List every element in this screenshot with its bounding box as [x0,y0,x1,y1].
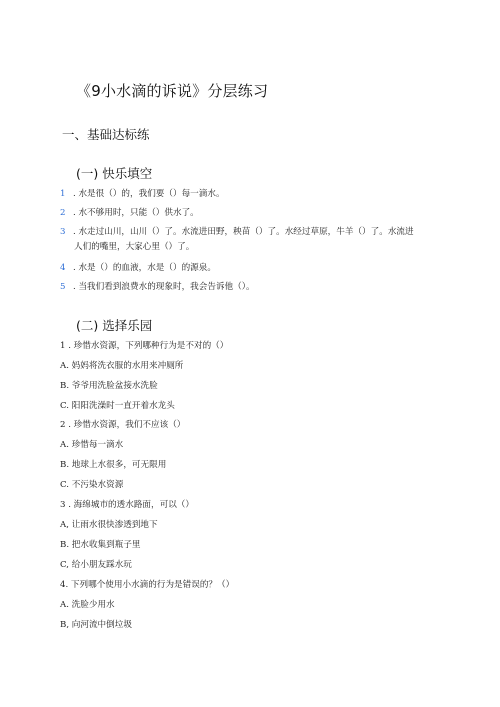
choice-line: B. 把水收集到瓶子里 [60,540,141,550]
fill-item-2 [60,207,450,220]
choice-line: A. 珍惜每一滴水 [60,440,124,450]
fill-item-3-continued: 人们的嘴里，大家心里（）了。 [74,242,195,252]
choice-line: B. 地球上水很多，可无限用 [60,460,167,470]
section-heading-basic: 一、基础达标练 [62,127,150,142]
choice-line: C. 不污染水资源 [60,480,124,490]
part-heading-choice: (二) 选择乐园 [76,318,153,333]
item-text: . 水走过山川，山川（）了。水流进田野，秧苗（）了。水经过草原，牛羊（）了。水流进 [73,227,414,237]
page-title: 《9小水滴的诉说》分层练习 [76,82,269,100]
fill-item-5 [60,281,450,294]
choice-line: B. 爷爷用洗脸盆接水洗脸 [60,381,158,391]
item-number: 4 [60,263,66,273]
choice-line: C, 给小朋友踩水玩 [60,560,132,570]
choice-line: A. 洗脸少用水 [60,600,115,610]
choice-line: B, 向河流中倒垃圾 [60,620,132,630]
choice-line: A. 妈妈将洗衣服的水用来冲厕所 [60,361,184,371]
choice-line: 4. 下列哪个使用小水滴的行为是错误的？（） [60,580,235,590]
item-text: . 水是很（）的，我们要（）每一滴水。 [73,189,225,199]
choice-line: A, 让雨水很快渗透到地下 [60,520,158,530]
choice-line: C. 阳阳洗澡时一直开着水龙头 [60,401,175,411]
choice-line: 1 . 珍惜水资源，下列哪种行为是不对的（） [60,341,229,351]
item-number: 1 [60,189,66,199]
item-number: 2 [60,208,66,218]
item-text: . 水是（）的血液，水是（）的源泉。 [73,263,216,273]
fill-item-3 [60,226,450,239]
item-text: . 水不够用时，只能（）供水了。 [73,208,199,218]
choice-line: 2 . 珍惜水资源，我们不应该（） [60,420,186,430]
part-heading-fill-blank: (一) 快乐填空 [76,166,153,181]
item-text: . 当我们看到浪费水的现象时，我会告诉他（）。 [73,282,255,292]
item-number: 3 [60,227,66,237]
fill-item-4 [60,262,450,275]
choice-line: 3 . 海绵城市的透水路面，可以（） [60,500,194,510]
item-number: 5 [60,282,66,292]
fill-item-1 [60,188,450,201]
